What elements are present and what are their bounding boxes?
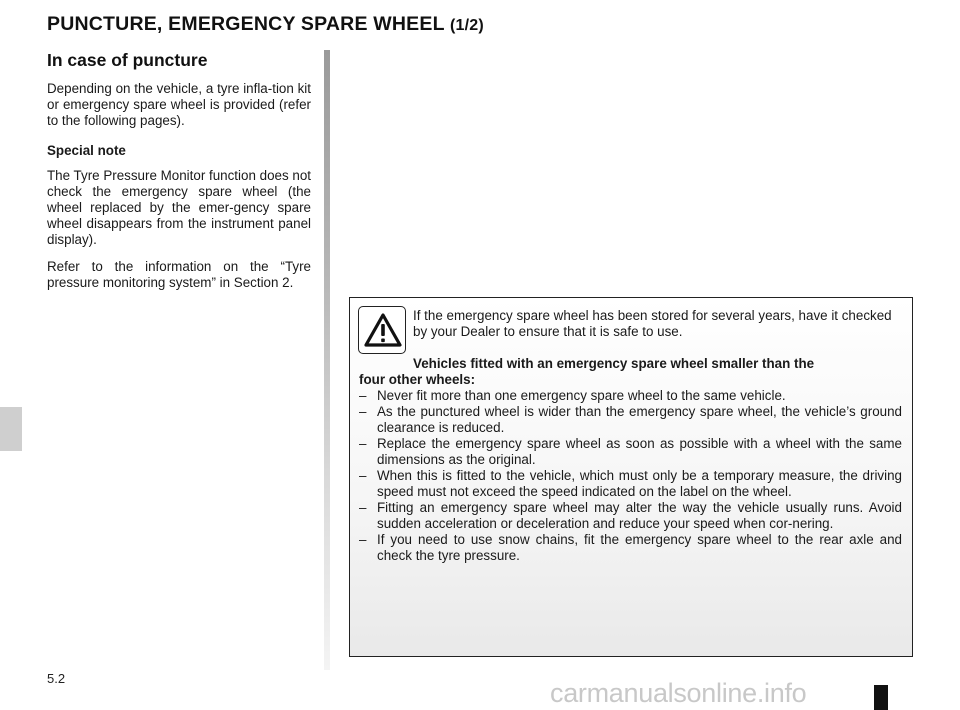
section-tab	[0, 407, 22, 451]
warning-list-item-text: Replace the emergency spare wheel as soon as possible with a wheel with the same dimensions as the original.	[377, 436, 902, 467]
list-dash: –	[359, 468, 367, 483]
warning-intro: If the emergency spare wheel has been stored for several years, have it checked by your Dealer to ensure that it is safe to use.	[413, 308, 892, 339]
warning-triangle-icon	[358, 306, 406, 354]
list-dash: –	[359, 436, 367, 451]
warning-list-item-text: When this is fitted to the vehicle, which must only be a temporary measure, the driving speed must not exceed the speed indicated on the label on the wheel.	[377, 468, 902, 499]
left-column	[47, 50, 311, 301]
warning-list-item	[359, 532, 902, 564]
warning-list-item	[359, 468, 902, 500]
special-note-paragraph: The Tyre Pressure Monitor function does not check the emergency spare wheel (the wheel replaced by the emer-gency spare wheel disappears from the instrument panel display).	[47, 167, 311, 248]
page-part-indicator: (1/2)	[449, 17, 484, 34]
intro-paragraph: Depending on the vehicle, a tyre infla-tion kit or emergency spare wheel is provided (refer to the following pages).	[47, 81, 311, 129]
page-number: 5.2	[47, 671, 66, 686]
warning-title-continued: four other wheels:	[359, 372, 476, 387]
list-dash: –	[359, 532, 367, 547]
warning-list	[359, 388, 902, 564]
watermark: carmanualsonline.info	[550, 678, 807, 708]
warning-title: Vehicles fitted with an emergency spare wheel smaller than the	[413, 356, 815, 371]
warning-list-item	[359, 404, 902, 436]
warning-list-item	[359, 388, 902, 404]
warning-box	[349, 297, 913, 657]
refer-paragraph: Refer to the information on the “Tyre pressure monitoring system” in Section 2.	[47, 258, 311, 290]
column-divider	[324, 50, 330, 670]
list-dash: –	[359, 404, 367, 419]
warning-list-item-text: If you need to use snow chains, fit the emergency spare wheel to the rear axle and check the tyre pressure.	[377, 532, 902, 563]
warning-list-item-text: As the punctured wheel is wider than the emergency spare wheel, the vehicle’s ground clearance is reduced.	[377, 404, 902, 435]
corner-mark	[874, 685, 888, 710]
warning-list-item	[359, 500, 902, 532]
section-heading: In case of puncture	[47, 50, 208, 70]
warning-list-item	[359, 436, 902, 468]
special-note-heading: Special note	[47, 142, 126, 158]
page-title-text: PUNCTURE, EMERGENCY SPARE WHEEL	[47, 13, 445, 35]
list-dash: –	[359, 388, 367, 403]
list-dash: –	[359, 500, 367, 515]
page-title	[47, 13, 484, 36]
warning-list-item-text: Fitting an emergency spare wheel may alter the way the vehicle usually runs. Avoid sudden acceleration or deceleration and reduce your speed when cor-nering.	[377, 500, 902, 531]
warning-list-item-text: Never fit more than one emergency spare wheel to the same vehicle.	[377, 388, 786, 403]
